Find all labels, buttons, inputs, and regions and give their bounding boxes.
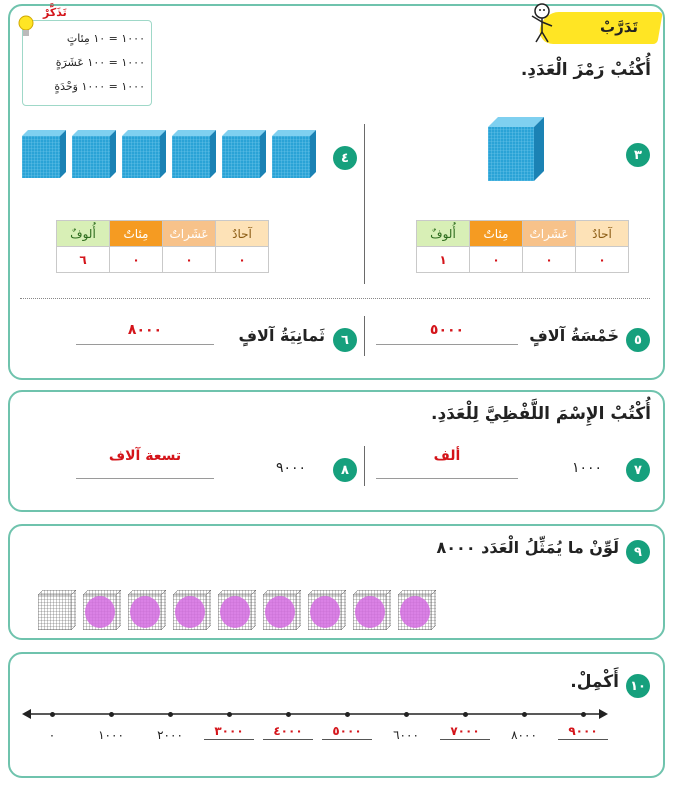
thousand-cube-icon — [222, 130, 266, 178]
value-tens[interactable]: ٠ — [523, 247, 576, 273]
remember-line-3: ١٠٠٠ = ١٠٠٠ وَحْدَةٍ — [54, 80, 145, 93]
number-line-answer[interactable]: ٥٠٠٠ — [322, 724, 372, 740]
q7-answer-line — [376, 478, 518, 479]
q5-word-label: خَمْسَةُ آلافٍ — [529, 326, 619, 345]
colored-cube-icon[interactable] — [128, 590, 166, 630]
header-units: آحادٌ — [216, 221, 269, 247]
header-tens: عَشَراتٌ — [523, 221, 576, 247]
colored-cube-icon[interactable] — [398, 590, 436, 630]
colored-cube-icon[interactable] — [218, 590, 256, 630]
q6-word-label: ثَمانِيَةُ آلافٍ — [238, 326, 325, 345]
number-line-tick — [404, 712, 409, 717]
q8-answer-line — [76, 478, 214, 479]
value-hundreds[interactable]: ٠ — [110, 247, 163, 273]
thousand-cube-icon — [122, 130, 166, 178]
number-line-tick — [109, 712, 114, 717]
number-line-tick — [227, 712, 232, 717]
place-value-table-q4 — [56, 220, 269, 273]
number-line-answer[interactable]: ٤٠٠٠ — [263, 724, 313, 740]
q8-number-value: ٩٠٠٠ — [276, 460, 307, 476]
student-mascot-icon — [526, 2, 556, 44]
remember-line-2: ١٠٠٠ = ١٠٠ عَشَرَةٍ — [55, 56, 145, 69]
value-units[interactable]: ٠ — [216, 247, 269, 273]
number-line-tick — [286, 712, 291, 717]
header-hundreds: مِئاتٌ — [110, 221, 163, 247]
value-tens[interactable]: ٠ — [163, 247, 216, 273]
number-line-tick — [50, 712, 55, 717]
number-line-tick — [463, 712, 468, 717]
q8-answer[interactable]: تسعة آلاف — [108, 448, 182, 464]
place-value-table-q3 — [416, 220, 629, 273]
colored-cube-icon[interactable] — [263, 590, 301, 630]
q5-answer[interactable]: ٥٠٠٠ — [429, 322, 465, 338]
practice-label: تَدَرَّبْ — [600, 18, 639, 36]
value-hundreds[interactable]: ٠ — [470, 247, 523, 273]
thousand-cube-icon — [272, 130, 316, 178]
divider-q5-q6 — [364, 316, 365, 356]
thousand-cube-icon — [488, 117, 544, 181]
number-line-tick — [168, 712, 173, 717]
thousand-cube-icon — [22, 130, 66, 178]
colored-cube-icon[interactable] — [173, 590, 211, 630]
q7-answer[interactable]: ألف — [433, 448, 461, 464]
question-number-7: ٧ — [626, 458, 650, 482]
divider-q3-q4 — [364, 124, 365, 284]
colored-cube-icon[interactable] — [83, 590, 121, 630]
uncolored-cube-icon[interactable] — [38, 590, 76, 630]
remember-tag: تَذَكَّرْ — [40, 6, 70, 19]
number-line-tick — [345, 712, 350, 717]
number-line-tick — [522, 712, 527, 717]
header-units: آحادٌ — [576, 221, 629, 247]
q6-answer[interactable]: ٨٠٠٠ — [127, 322, 163, 338]
dotted-separator — [20, 298, 650, 299]
number-line-label: ٦٠٠٠ — [393, 728, 419, 742]
remember-line-1: ١٠٠٠ = ١٠ مِئاتٍ — [66, 32, 145, 45]
question-number-5: ٥ — [626, 328, 650, 352]
q5-answer-line — [376, 344, 518, 345]
q7-number-value: ١٠٠٠ — [572, 460, 603, 476]
thousand-cube-icon — [172, 130, 216, 178]
number-line-answer[interactable]: ٩٠٠٠ — [558, 724, 608, 740]
value-thousands[interactable]: ٦ — [57, 247, 110, 273]
header-tens: عَشَراتٌ — [163, 221, 216, 247]
divider-q7-q8 — [364, 446, 365, 486]
number-line-tick — [581, 712, 586, 717]
question-number-3: ٣ — [626, 143, 650, 167]
q6-answer-line — [76, 344, 214, 345]
q9-instruction: لَوِّنْ ما يُمَثِّلُ الْعَدَد ٨٠٠٠ — [436, 538, 619, 557]
q10-instruction: أَكْمِلْ. — [570, 672, 619, 692]
number-line-answer[interactable]: ٣٠٠٠ — [204, 724, 254, 740]
header-thousands: أُلوفٌ — [57, 221, 110, 247]
header-thousands: أُلوفٌ — [417, 221, 470, 247]
question-number-9: ٩ — [626, 540, 650, 564]
header-hundreds: مِئاتٌ — [470, 221, 523, 247]
thousand-cube-icon — [72, 130, 116, 178]
instruction-write-word-name: أُكْتُبْ الإِسْمَ اللَّفْظِيَّ لِلْعَدَدِ. — [430, 404, 651, 424]
number-line-answer[interactable]: ٧٠٠٠ — [440, 724, 490, 740]
number-line-label: ٨٠٠٠ — [511, 728, 537, 742]
question-number-8: ٨ — [333, 458, 357, 482]
lightbulb-icon — [16, 14, 36, 40]
instruction-write-symbol: أُكْتُبْ رَمْزَ الْعَدَدِ. — [520, 60, 651, 80]
value-units[interactable]: ٠ — [576, 247, 629, 273]
question-number-6: ٦ — [333, 328, 357, 352]
colored-cube-icon[interactable] — [353, 590, 391, 630]
colored-cube-icon[interactable] — [308, 590, 346, 630]
number-line-label: ٠ — [48, 728, 56, 742]
question-number-10: ١٠ — [626, 674, 650, 698]
question-number-4: ٤ — [333, 146, 357, 170]
number-line-label: ١٠٠٠ — [98, 728, 124, 742]
value-thousands[interactable]: ١ — [417, 247, 470, 273]
remember-box — [22, 20, 152, 106]
number-line-label: ٢٠٠٠ — [157, 728, 183, 742]
